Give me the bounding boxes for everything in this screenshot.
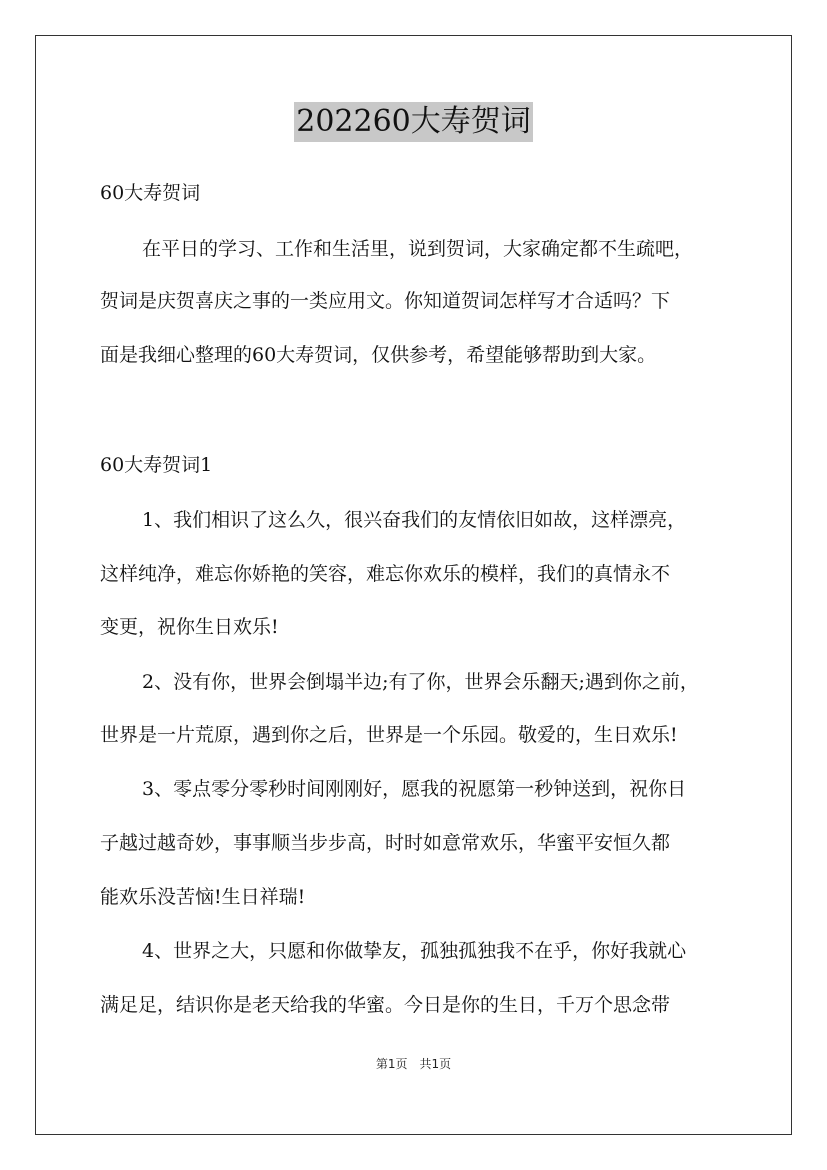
wish-line: 变更，祝你生日欢乐! (100, 616, 279, 638)
intro-line: 面是我细心整理的60大寿贺词，仅供参考，希望能够帮助到大家。 (100, 344, 657, 366)
document-title: 202260大寿贺词 (294, 102, 533, 142)
wish-line: 子越过越奇妙，事事顺当步步高，时时如意常欢乐，华蜜平安恒久都 (100, 832, 671, 854)
document-subtitle: 60大寿贺词 (100, 182, 201, 204)
wish-line: 世界是一片荒原，遇到你之后，世界是一个乐园。敬爱的，生日欢乐! (100, 724, 678, 746)
page-footer: 第1页 共1页 (375, 1057, 452, 1071)
title-container (0, 102, 827, 142)
wish-line: 能欢乐没苦恼!生日祥瑞! (100, 886, 306, 908)
wish-line: 4、世界之大，只愿和你做挚友，孤独孤独我不在乎，你好我就心 (142, 940, 687, 962)
wish-line: 满足足，结识你是老天给我的华蜜。今日是你的生日，千万个思念带 (100, 994, 671, 1016)
wish-line: 3、零点零分零秒时间刚刚好，愿我的祝愿第一秒钟送到，祝你日 (142, 778, 687, 800)
wish-line: 1、我们相识了这么久，很兴奋我们的友情依旧如故，这样漂亮， (142, 509, 687, 531)
intro-line: 贺词是庆贺喜庆之事的一类应用文。你知道贺词怎样写才合适吗？下 (100, 290, 671, 312)
intro-line: 在平日的学习、工作和生活里，说到贺词，大家确定都不生疏吧， (142, 238, 694, 260)
wish-line: 这样纯净，难忘你娇艳的笑容，难忘你欢乐的模样，我们的真情永不 (100, 563, 671, 585)
wish-line: 2、没有你，世界会倒塌半边;有了你，世界会乐翻天;遇到你之前， (142, 671, 699, 693)
section-heading: 60大寿贺词1 (100, 454, 213, 476)
